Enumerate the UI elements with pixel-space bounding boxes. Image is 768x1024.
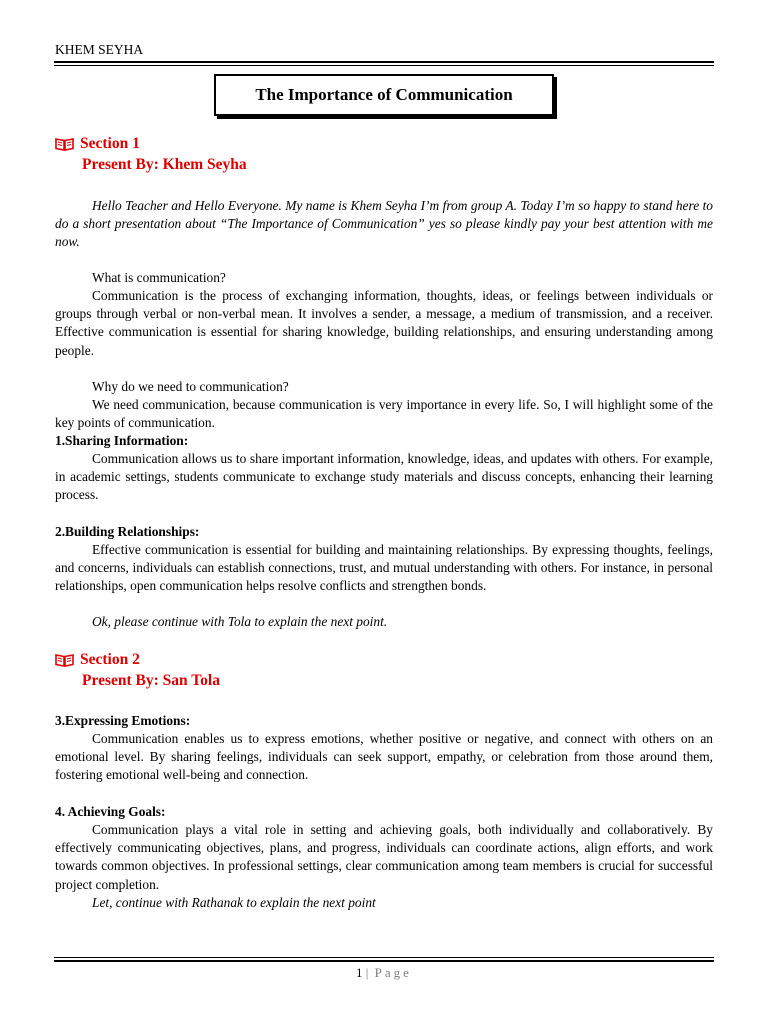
open-book-icon — [55, 137, 74, 151]
intro-paragraph: Hello Teacher and Hello Everyone. My name is Khem Seyha I’m from group A. Today I’m so happy to stand here to do a short presentation about “The Importance of Communication” yes so please kindly pay your best attention with me now. — [55, 198, 713, 250]
section-1-label: Section 1 — [80, 135, 140, 152]
header-rule-thick — [54, 61, 714, 63]
question-why-communication: Why do we need to communication? — [92, 379, 289, 394]
page-footer — [0, 965, 768, 981]
point-2-heading: 2.Building Relationships: — [55, 524, 200, 539]
point-2-text: Effective communication is essential for building and maintaining relationships. By expressing thoughts, feelings, and concerns, individuals can establish connections, trust, and mutual understanding with others. For instance, in personal relationships, open communication helps resolve conflicts and strengthen bonds. — [55, 542, 713, 594]
page-title: The Importance of Communication — [255, 85, 513, 104]
header-author: KHEM SEYHA — [55, 42, 144, 57]
point-3-heading: 3.Expressing Emotions: — [55, 713, 191, 728]
section-2-presenter: Present By: San Tola — [82, 672, 220, 689]
question-what-is-communication: What is communication? — [92, 270, 226, 285]
footer-rule-thick — [54, 960, 714, 962]
section-2-label: Section 2 — [80, 651, 140, 668]
section-1-handoff: Ok, please continue with Tola to explain the next point. — [92, 614, 388, 629]
point-4-heading: 4. Achieving Goals: — [55, 804, 166, 819]
footer-rule-thin — [54, 957, 714, 958]
section-2-heading — [55, 651, 140, 669]
header-rule-thin — [54, 65, 714, 66]
point-1-heading: 1.Sharing Information: — [55, 433, 189, 448]
answer-what-is-communication: Communication is the process of exchanging information, thoughts, ideas, or feelings between individuals or groups through verbal or non-verbal mean. It involves a sender, a message, a medium of transmission, and a receiver. Effective communication is essential for sharing knowledge, building relationships, and ensuring understanding among people. — [55, 288, 713, 358]
section-1-heading — [55, 135, 140, 153]
point-4-text: Communication plays a vital role in setting and achieving goals, both individually and collaboratively. By effectively communicating objectives, plans, and progress, individuals can coordinate actions, align efforts, and work towards common objectives. In professional settings, clear communication among team members is crucial for successful project completion. — [55, 822, 713, 892]
answer-why-communication: We need communication, because communication is very importance in every life. So, I will highlight some of the key points of communication. — [55, 397, 713, 431]
open-book-icon — [55, 653, 74, 667]
point-3-text: Communication enables us to express emotions, whether positive or negative, and connect with others on an emotional level. By sharing feelings, individuals can seek support, empathy, or celebration from those around them, fostering emotional well-being and connection. — [55, 731, 713, 783]
section-2-handoff: Let, continue with Rathanak to explain the next point — [92, 895, 376, 910]
page-number: 1 — [356, 965, 363, 980]
point-1-text: Communication allows us to share important information, knowledge, ideas, and updates with others. For example, in academic settings, students communicate to exchange study materials and discuss concepts, enhancing their learning process. — [55, 451, 713, 503]
page-label: Page — [374, 965, 412, 980]
page-separator: | — [365, 965, 372, 980]
section-1-presenter: Present By: Khem Seyha — [82, 156, 247, 173]
title-box — [214, 74, 554, 116]
